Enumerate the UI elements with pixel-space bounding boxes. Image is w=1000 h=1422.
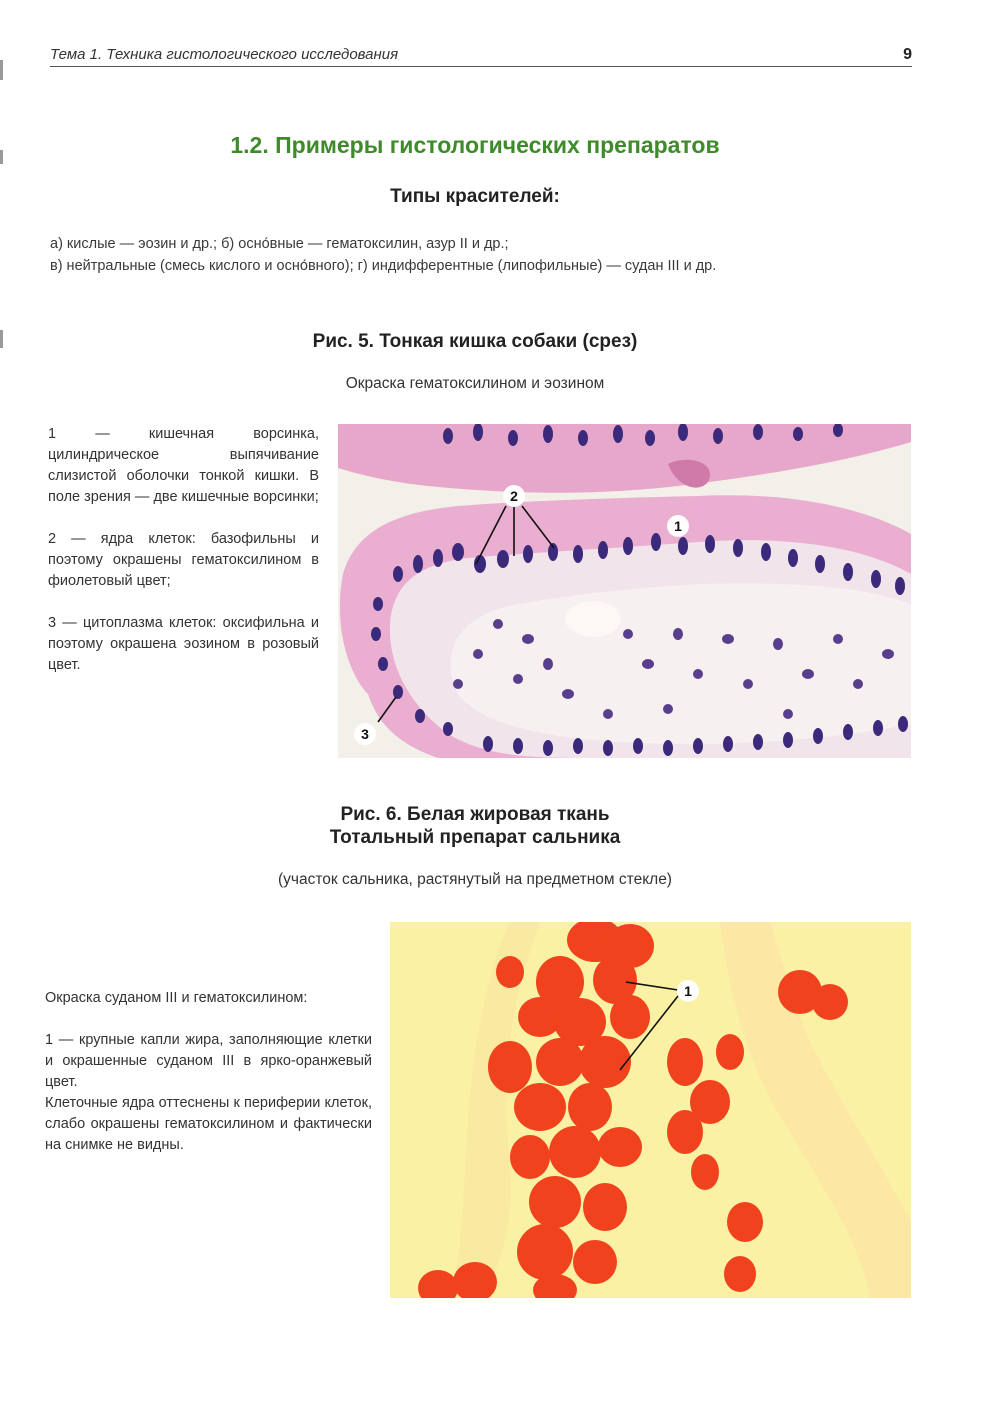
scan-edge-mark (0, 60, 3, 80)
dyes-line-2: в) нейтральные (смесь кислого и осно́вного); г) индифферентные (липофильные) — судан III и др. (50, 258, 717, 274)
running-title: Тема 1. Техника гистологического исследования (50, 46, 399, 63)
label-3: 3 (361, 726, 369, 742)
lumen-space (565, 601, 621, 637)
figure-6-legend-item: Клеточные ядра оттеснены к периферии клеток, слабо окрашены гематоксилином и фактически на снимке не видны. (45, 1095, 372, 1153)
figure-5-legend-item: 3 — цитоплазма клеток: оксифильна и поэтому окрашена эозином в розовый цвет. (48, 615, 319, 673)
page-number: 9 (903, 46, 912, 63)
page-header (50, 44, 912, 67)
figure-6-note: (участок сальника, растянутый на предметном стекле) (278, 871, 672, 888)
figure-5-legend (48, 424, 319, 676)
figure-5-legend-item: 2 — ядра клеток: базофильны и поэтому окрашены гематоксилином в фиолетовый цвет; (48, 531, 319, 589)
figure-5-legend-item: 1 — кишечная ворсинка, цилиндрическое выпячивание слизистой оболочки тонкой кишки. В поле зрения — две кишечные ворсинки; (48, 426, 319, 505)
figure-5-stain: Окраска гематоксилином и эозином (345, 375, 605, 392)
figure-6-legend (45, 988, 372, 1156)
figure-5-title: Рис. 5. Тонкая кишка собаки (срез) (312, 331, 638, 352)
label-2: 2 (510, 488, 518, 504)
dyes-line-1: а) кислые — эозин и др.; б) осно́вные — гематоксилин, азур II и др.; (50, 236, 509, 252)
figure-6-title-line-1: Рис. 6. Белая жировая ткань (340, 804, 610, 825)
figure-6-stain: Окраска суданом III и гематоксилином: (45, 990, 308, 1006)
lamina-propria (450, 583, 911, 744)
dyes-heading: Типы красителей: (390, 186, 560, 207)
section-title: 1.2. Примеры гистологических препаратов (230, 132, 720, 158)
label-1: 1 (684, 983, 692, 999)
figure-6-title-line-2: Тотальный препарат сальника (329, 827, 621, 848)
adipose-micrograph (390, 922, 911, 1298)
intestine-micrograph (338, 424, 911, 758)
label-1: 1 (674, 518, 682, 534)
figure-6-legend-item: 1 — крупные капли жира, заполняющие клетки и окрашенные суданом III в ярко-оранжевый цвет. (45, 1032, 372, 1090)
